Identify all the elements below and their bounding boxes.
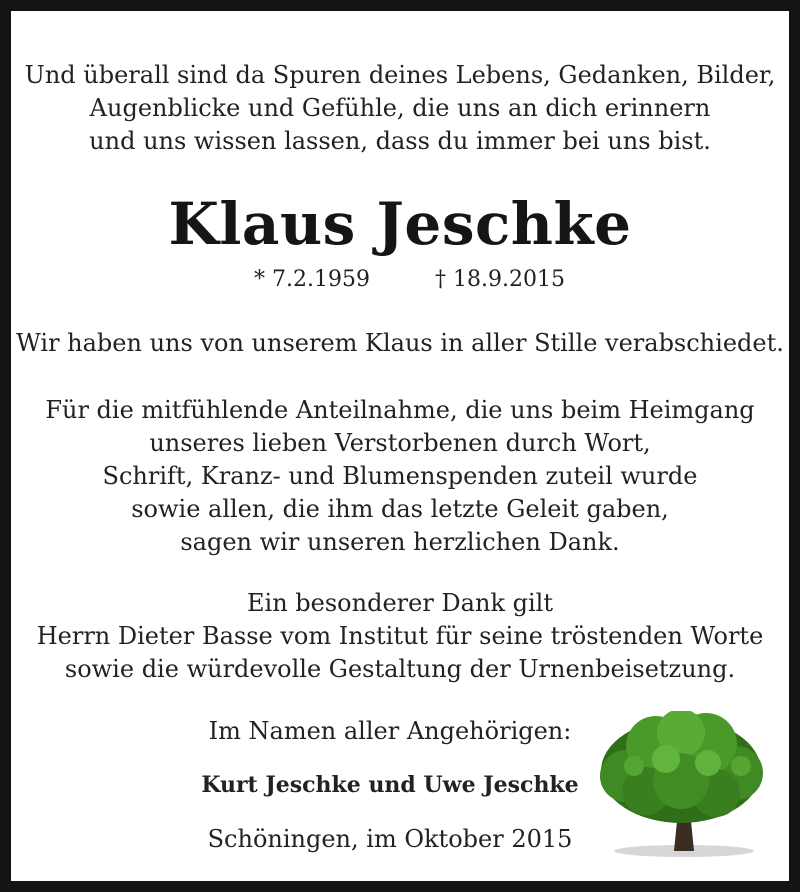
thanks-line-1: Für die mitfühlende Anteilnahme, die uns beim Heimgang bbox=[45, 396, 755, 424]
thanks-line-3: Schrift, Kranz- und Blumenspenden zuteil wurde bbox=[102, 462, 698, 490]
special-thanks-line-1: Ein besonderer Dank gilt bbox=[247, 589, 553, 617]
signature-names: Kurt Jeschke und Uwe Jeschke bbox=[201, 772, 579, 798]
tree-icon bbox=[596, 711, 766, 861]
quote-line-2: Augenblicke und Gefühle, die uns an dich erinnern bbox=[89, 94, 711, 122]
death-date: † 18.9.2015 bbox=[435, 267, 565, 292]
thanks-line-4: sowie allen, die ihm das letzte Geleit gaben, bbox=[131, 495, 669, 523]
quote-line-3: und uns wissen lassen, dass du immer bei uns bist. bbox=[89, 127, 711, 155]
deceased-name: Klaus Jeschke bbox=[168, 190, 632, 258]
special-thanks-line-3: sowie die würdevolle Gestaltung der Urnenbeisetzung. bbox=[64, 655, 736, 683]
farewell-text: Wir haben uns von unserem Klaus in aller Stille verabschiedet. bbox=[16, 329, 784, 357]
special-thanks-line-2: Herrn Dieter Basse vom Institut für seine tröstenden Worte bbox=[36, 622, 764, 650]
thanks-line-2: unseres lieben Verstorbenen durch Wort, bbox=[149, 429, 651, 457]
place-and-date: Schöningen, im Oktober 2015 bbox=[207, 825, 573, 853]
quote-line-1: Und überall sind da Spuren deines Lebens, Gedanken, Bilder, bbox=[24, 61, 776, 89]
signature-intro: Im Namen aller Angehörigen: bbox=[208, 717, 572, 745]
thanks-line-5: sagen wir unseren herzlichen Dank. bbox=[180, 528, 620, 556]
birth-date: * 7.2.1959 bbox=[254, 267, 370, 292]
